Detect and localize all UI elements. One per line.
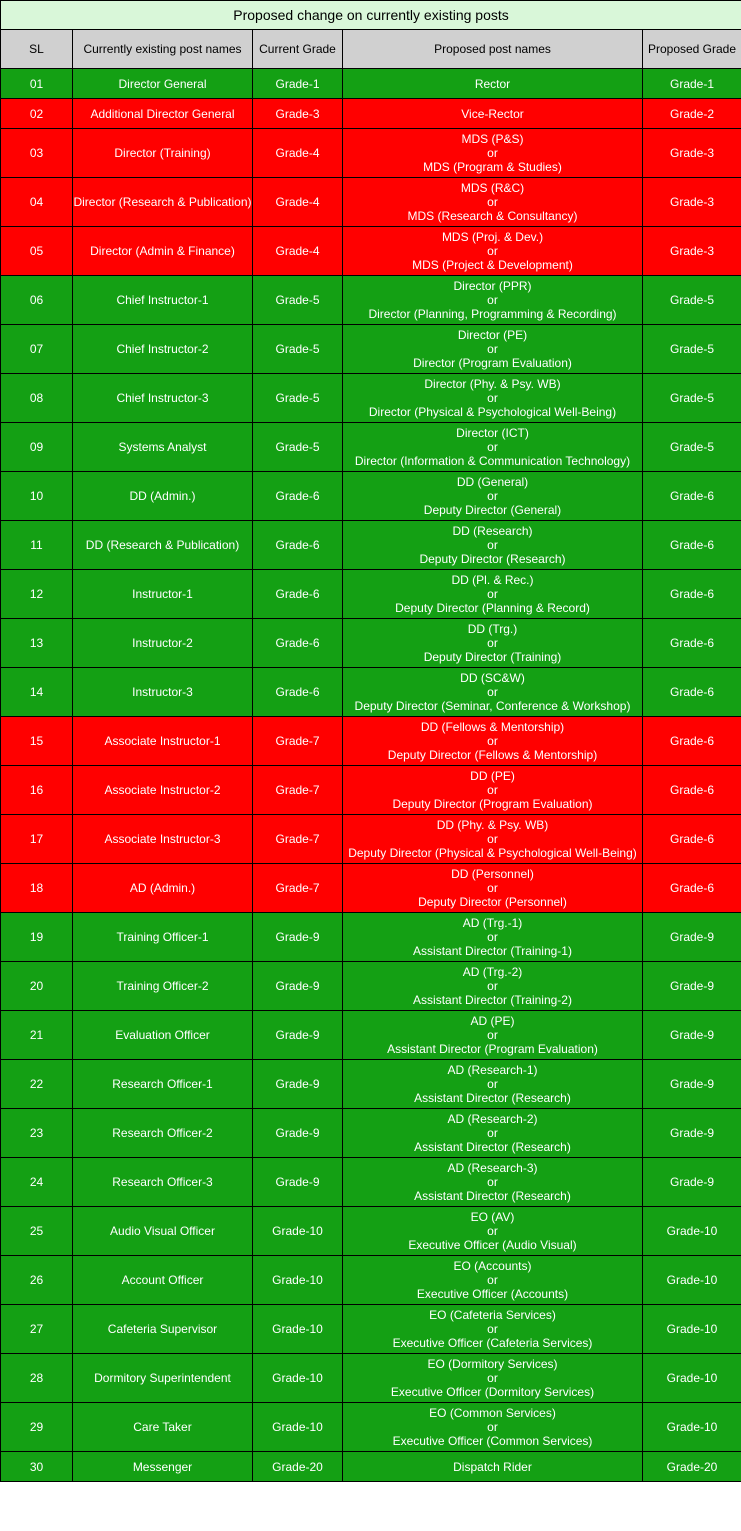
proposed-name-line: Deputy Director (Training) xyxy=(423,650,562,664)
proposed-name-line: MDS (Project & Development) xyxy=(412,258,573,272)
proposed-name-line: Assistant Director (Research) xyxy=(414,1091,571,1105)
proposed-name-line: MDS (Proj. & Dev.) xyxy=(441,230,544,244)
proposed-grade-cell: Grade-3 xyxy=(643,178,741,227)
proposed-name-line: Director (PPR) xyxy=(453,279,532,293)
proposed-name-line: or xyxy=(487,1371,498,1385)
sl-cell: 07 xyxy=(1,325,73,374)
table-row xyxy=(1,1403,741,1452)
proposed-name-line: or xyxy=(487,930,498,944)
proposed-name-line: Assistant Director (Program Evaluation) xyxy=(387,1042,598,1056)
current-post-name-cell: Training Officer-1 xyxy=(73,913,253,962)
sl-cell: 01 xyxy=(1,69,73,99)
table-row xyxy=(1,1354,741,1403)
proposed-name-line: DD (General) xyxy=(456,475,529,489)
current-grade-cell: Grade-10 xyxy=(253,1403,343,1452)
proposed-post-name-cell xyxy=(343,962,643,1011)
proposed-post-name-cell xyxy=(343,668,643,717)
proposed-name-line: DD (Personnel) xyxy=(451,867,534,881)
proposed-post-name-cell xyxy=(343,1207,643,1256)
proposed-name-line: or xyxy=(487,832,498,846)
sl-cell: 21 xyxy=(1,1011,73,1060)
proposed-name-line: Executive Officer (Common Services) xyxy=(392,1434,593,1448)
current-grade-cell: Grade-7 xyxy=(253,815,343,864)
proposed-name-line: or xyxy=(487,587,498,601)
proposed-grade-cell: Grade-6 xyxy=(643,570,741,619)
current-grade-cell: Grade-20 xyxy=(253,1452,343,1482)
proposed-post-name-cell xyxy=(343,227,643,276)
current-grade-cell: Grade-10 xyxy=(253,1256,343,1305)
proposed-name-line: or xyxy=(487,1322,498,1336)
current-post-name-cell: Care Taker xyxy=(73,1403,253,1452)
sl-cell: 26 xyxy=(1,1256,73,1305)
sl-cell: 18 xyxy=(1,864,73,913)
table-row xyxy=(1,815,741,864)
table-row xyxy=(1,1452,741,1482)
table-row xyxy=(1,1256,741,1305)
sl-cell: 20 xyxy=(1,962,73,1011)
proposed-grade-cell: Grade-5 xyxy=(643,276,741,325)
current-grade-cell: Grade-6 xyxy=(253,619,343,668)
current-grade-cell: Grade-5 xyxy=(253,276,343,325)
proposed-grade-cell: Grade-6 xyxy=(643,864,741,913)
current-grade-cell: Grade-7 xyxy=(253,864,343,913)
proposed-name-line: AD (Research-2) xyxy=(447,1112,538,1126)
sl-cell: 04 xyxy=(1,178,73,227)
proposed-name-line: Rector xyxy=(474,76,511,91)
table-row xyxy=(1,374,741,423)
current-post-name-cell: Director General xyxy=(73,69,253,99)
proposed-grade-cell: Grade-9 xyxy=(643,1109,741,1158)
proposed-name-line: Executive Officer (Dormitory Services) xyxy=(390,1385,595,1399)
sl-cell: 25 xyxy=(1,1207,73,1256)
current-grade-cell: Grade-9 xyxy=(253,962,343,1011)
proposed-name-line: or xyxy=(487,636,498,650)
table-row xyxy=(1,668,741,717)
proposed-grade-cell: Grade-20 xyxy=(643,1452,741,1482)
proposed-name-line: or xyxy=(487,734,498,748)
sl-cell: 06 xyxy=(1,276,73,325)
proposed-name-line: or xyxy=(487,538,498,552)
proposed-grade-cell: Grade-5 xyxy=(643,423,741,472)
proposed-grade-cell: Grade-10 xyxy=(643,1207,741,1256)
proposed-post-name-cell xyxy=(343,913,643,962)
proposed-name-line: DD (Phy. & Psy. WB) xyxy=(436,818,549,832)
proposed-name-line: DD (Pl. & Rec.) xyxy=(451,573,534,587)
proposed-name-line: MDS (Program & Studies) xyxy=(423,160,562,174)
sl-cell: 13 xyxy=(1,619,73,668)
current-post-name-cell: DD (Admin.) xyxy=(73,472,253,521)
table-row xyxy=(1,99,741,129)
header-current-grade: Current Grade xyxy=(253,30,343,69)
header-current-post-names: Currently existing post names xyxy=(73,30,253,69)
table-row xyxy=(1,570,741,619)
current-grade-cell: Grade-6 xyxy=(253,472,343,521)
proposed-name-line: Director (Phy. & Psy. WB) xyxy=(424,377,561,391)
current-post-name-cell: Director (Admin & Finance) xyxy=(73,227,253,276)
proposed-grade-cell: Grade-6 xyxy=(643,521,741,570)
proposed-name-line: Executive Officer (Audio Visual) xyxy=(408,1238,577,1252)
current-grade-cell: Grade-4 xyxy=(253,227,343,276)
proposed-post-name-cell xyxy=(343,619,643,668)
table-row xyxy=(1,1305,741,1354)
proposed-name-line: EO (Accounts) xyxy=(453,1259,532,1273)
proposed-grade-cell: Grade-3 xyxy=(643,227,741,276)
sl-cell: 10 xyxy=(1,472,73,521)
proposed-name-line: or xyxy=(487,979,498,993)
sl-cell: 27 xyxy=(1,1305,73,1354)
proposed-post-name-cell xyxy=(343,423,643,472)
current-grade-cell: Grade-4 xyxy=(253,178,343,227)
sl-cell: 11 xyxy=(1,521,73,570)
proposed-post-name-cell xyxy=(343,69,643,99)
sl-cell: 08 xyxy=(1,374,73,423)
proposed-name-line: or xyxy=(487,244,498,258)
current-post-name-cell: Research Officer-3 xyxy=(73,1158,253,1207)
current-grade-cell: Grade-9 xyxy=(253,1060,343,1109)
sl-cell: 19 xyxy=(1,913,73,962)
proposed-name-line: EO (Dormitory Services) xyxy=(427,1357,558,1371)
proposed-name-line: AD (Research-3) xyxy=(447,1161,538,1175)
table-row xyxy=(1,1011,741,1060)
proposed-name-line: Deputy Director (Planning & Record) xyxy=(395,601,590,615)
current-grade-cell: Grade-4 xyxy=(253,129,343,178)
proposed-name-line: or xyxy=(487,489,498,503)
proposed-name-line: or xyxy=(487,293,498,307)
table-row xyxy=(1,423,741,472)
proposed-post-name-cell xyxy=(343,521,643,570)
proposed-grade-cell: Grade-10 xyxy=(643,1403,741,1452)
sl-cell: 17 xyxy=(1,815,73,864)
current-post-name-cell: Research Officer-1 xyxy=(73,1060,253,1109)
sl-cell: 29 xyxy=(1,1403,73,1452)
current-grade-cell: Grade-9 xyxy=(253,1158,343,1207)
proposed-post-name-cell xyxy=(343,178,643,227)
proposed-grade-cell: Grade-6 xyxy=(643,668,741,717)
table-row xyxy=(1,1207,741,1256)
table-row xyxy=(1,913,741,962)
proposed-post-name-cell xyxy=(343,815,643,864)
proposed-name-line: Vice-Rector xyxy=(461,106,524,121)
proposed-name-line: Assistant Director (Training-1) xyxy=(413,944,572,958)
proposed-grade-cell: Grade-3 xyxy=(643,129,741,178)
current-post-name-cell: DD (Research & Publication) xyxy=(73,521,253,570)
proposed-name-line: DD (Fellows & Mentorship) xyxy=(420,720,565,734)
proposed-post-name-cell xyxy=(343,325,643,374)
proposed-name-line: MDS (Research & Consultancy) xyxy=(407,209,578,223)
current-post-name-cell: Instructor-2 xyxy=(73,619,253,668)
proposed-name-line: DD (SC&W) xyxy=(460,671,525,685)
sl-cell: 23 xyxy=(1,1109,73,1158)
table-row xyxy=(1,472,741,521)
proposed-post-name-cell xyxy=(343,1158,643,1207)
proposed-name-line: AD (Trg.-2) xyxy=(462,965,523,979)
current-post-name-cell: Instructor-1 xyxy=(73,570,253,619)
proposed-grade-cell: Grade-5 xyxy=(643,325,741,374)
proposed-name-line: MDS (P&S) xyxy=(461,132,524,146)
proposed-name-line: or xyxy=(487,1273,498,1287)
proposed-grade-cell: Grade-6 xyxy=(643,619,741,668)
table-row xyxy=(1,1060,741,1109)
proposed-name-line: EO (Common Services) xyxy=(429,1406,556,1420)
table-row xyxy=(1,69,741,99)
sl-cell: 16 xyxy=(1,766,73,815)
current-grade-cell: Grade-6 xyxy=(253,570,343,619)
proposed-name-line: Director (Information & Communication Technology) xyxy=(354,454,631,468)
proposed-post-name-cell xyxy=(343,374,643,423)
current-post-name-cell: Training Officer-2 xyxy=(73,962,253,1011)
proposed-grade-cell: Grade-10 xyxy=(643,1256,741,1305)
sl-cell: 14 xyxy=(1,668,73,717)
current-post-name-cell: Director (Training) xyxy=(73,129,253,178)
proposed-name-line: or xyxy=(487,1126,498,1140)
current-post-name-cell: Evaluation Officer xyxy=(73,1011,253,1060)
proposed-post-name-cell xyxy=(343,472,643,521)
proposed-post-name-cell xyxy=(343,129,643,178)
table-row xyxy=(1,962,741,1011)
proposed-name-line: or xyxy=(487,146,498,160)
proposed-post-name-cell xyxy=(343,766,643,815)
proposed-post-name-cell xyxy=(343,1354,643,1403)
proposed-name-line: Executive Officer (Cafeteria Services) xyxy=(392,1336,593,1350)
proposed-grade-cell: Grade-6 xyxy=(643,472,741,521)
proposed-name-line: or xyxy=(487,195,498,209)
proposed-grade-cell: Grade-9 xyxy=(643,962,741,1011)
sl-cell: 28 xyxy=(1,1354,73,1403)
proposed-name-line: or xyxy=(487,1175,498,1189)
current-post-name-cell: Audio Visual Officer xyxy=(73,1207,253,1256)
proposed-grade-cell: Grade-5 xyxy=(643,374,741,423)
proposed-name-line: or xyxy=(487,685,498,699)
table-row xyxy=(1,521,741,570)
current-grade-cell: Grade-9 xyxy=(253,913,343,962)
proposed-grade-cell: Grade-6 xyxy=(643,815,741,864)
table-row xyxy=(1,178,741,227)
current-grade-cell: Grade-10 xyxy=(253,1207,343,1256)
current-post-name-cell: Director (Research & Publication) xyxy=(73,178,253,227)
current-grade-cell: Grade-5 xyxy=(253,423,343,472)
current-post-name-cell: AD (Admin.) xyxy=(73,864,253,913)
proposed-post-name-cell xyxy=(343,864,643,913)
current-grade-cell: Grade-6 xyxy=(253,668,343,717)
current-grade-cell: Grade-9 xyxy=(253,1109,343,1158)
current-post-name-cell: Chief Instructor-2 xyxy=(73,325,253,374)
proposed-name-line: or xyxy=(487,1077,498,1091)
proposed-post-name-cell xyxy=(343,1109,643,1158)
header-proposed-post-names: Proposed post names xyxy=(343,30,643,69)
current-post-name-cell: Account Officer xyxy=(73,1256,253,1305)
table-title: Proposed change on currently existing posts xyxy=(1,1,741,30)
current-post-name-cell: Research Officer-2 xyxy=(73,1109,253,1158)
proposed-name-line: Deputy Director (Fellows & Mentorship) xyxy=(387,748,598,762)
proposed-name-line: Assistant Director (Research) xyxy=(414,1140,571,1154)
current-grade-cell: Grade-1 xyxy=(253,69,343,99)
proposed-post-name-cell xyxy=(343,276,643,325)
current-grade-cell: Grade-3 xyxy=(253,99,343,129)
proposed-name-line: or xyxy=(487,1028,498,1042)
table-row xyxy=(1,619,741,668)
table-row xyxy=(1,227,741,276)
proposed-name-line: Director (Planning, Programming & Recording) xyxy=(368,307,617,321)
proposed-post-name-cell xyxy=(343,570,643,619)
proposed-name-line: or xyxy=(487,783,498,797)
table-row xyxy=(1,325,741,374)
proposed-grade-cell: Grade-2 xyxy=(643,99,741,129)
proposed-name-line: EO (Cafeteria Services) xyxy=(429,1308,556,1322)
proposed-name-line: Deputy Director (Seminar, Conference & Workshop) xyxy=(354,699,631,713)
table-row xyxy=(1,276,741,325)
table-row xyxy=(1,129,741,178)
proposed-name-line: AD (Trg.-1) xyxy=(462,916,523,930)
sl-cell: 02 xyxy=(1,99,73,129)
proposed-grade-cell: Grade-9 xyxy=(643,913,741,962)
proposed-name-line: or xyxy=(487,1420,498,1434)
current-post-name-cell: Chief Instructor-3 xyxy=(73,374,253,423)
current-post-name-cell: Systems Analyst xyxy=(73,423,253,472)
current-grade-cell: Grade-7 xyxy=(253,766,343,815)
proposed-name-line: or xyxy=(487,881,498,895)
proposed-post-name-cell xyxy=(343,1011,643,1060)
table-row xyxy=(1,766,741,815)
table-row xyxy=(1,864,741,913)
current-post-name-cell: Dormitory Superintendent xyxy=(73,1354,253,1403)
proposed-grade-cell: Grade-6 xyxy=(643,717,741,766)
proposed-name-line: Deputy Director (Program Evaluation) xyxy=(392,797,593,811)
current-grade-cell: Grade-10 xyxy=(253,1354,343,1403)
sl-cell: 15 xyxy=(1,717,73,766)
current-post-name-cell: Associate Instructor-1 xyxy=(73,717,253,766)
proposed-name-line: Assistant Director (Research) xyxy=(414,1189,571,1203)
proposed-name-line: or xyxy=(487,342,498,356)
current-grade-cell: Grade-6 xyxy=(253,521,343,570)
proposed-name-line: Director (Physical & Psychological Well-Being) xyxy=(368,405,617,419)
sl-cell: 03 xyxy=(1,129,73,178)
proposed-post-name-cell xyxy=(343,1452,643,1482)
proposed-grade-cell: Grade-9 xyxy=(643,1011,741,1060)
proposed-name-line: EO (AV) xyxy=(470,1210,515,1224)
table-row xyxy=(1,1158,741,1207)
proposed-post-name-cell xyxy=(343,1305,643,1354)
proposed-name-line: or xyxy=(487,391,498,405)
proposed-name-line: Dispatch Rider xyxy=(453,1459,532,1474)
proposed-post-name-cell xyxy=(343,1403,643,1452)
proposed-name-line: DD (PE) xyxy=(470,769,515,783)
proposed-name-line: Deputy Director (Physical & Psychological Well-Being) xyxy=(348,846,637,860)
current-post-name-cell: Associate Instructor-2 xyxy=(73,766,253,815)
header-proposed-grade: Proposed Grade xyxy=(643,30,741,69)
proposed-name-line: Deputy Director (Research) xyxy=(419,552,566,566)
proposed-grade-cell: Grade-6 xyxy=(643,766,741,815)
proposed-name-line: AD (Research-1) xyxy=(447,1063,538,1077)
proposed-grade-cell: Grade-9 xyxy=(643,1060,741,1109)
proposed-name-line: MDS (R&C) xyxy=(460,181,525,195)
sl-cell: 22 xyxy=(1,1060,73,1109)
sl-cell: 05 xyxy=(1,227,73,276)
proposed-grade-cell: Grade-1 xyxy=(643,69,741,99)
current-post-name-cell: Additional Director General xyxy=(73,99,253,129)
current-grade-cell: Grade-5 xyxy=(253,325,343,374)
proposed-name-line: DD (Research) xyxy=(452,524,533,538)
proposed-grade-cell: Grade-10 xyxy=(643,1354,741,1403)
current-grade-cell: Grade-9 xyxy=(253,1011,343,1060)
current-grade-cell: Grade-7 xyxy=(253,717,343,766)
current-post-name-cell: Chief Instructor-1 xyxy=(73,276,253,325)
table-body xyxy=(1,69,741,1482)
proposed-name-line: Director (PE) xyxy=(457,328,528,342)
proposed-grade-cell: Grade-9 xyxy=(643,1158,741,1207)
proposed-name-line: or xyxy=(487,440,498,454)
proposed-post-name-cell xyxy=(343,99,643,129)
proposed-post-name-cell xyxy=(343,1060,643,1109)
current-post-name-cell: Cafeteria Supervisor xyxy=(73,1305,253,1354)
proposed-grade-cell: Grade-10 xyxy=(643,1305,741,1354)
sl-cell: 09 xyxy=(1,423,73,472)
proposed-name-line: Deputy Director (Personnel) xyxy=(418,895,567,909)
proposed-name-line: DD (Trg.) xyxy=(467,622,518,636)
sl-cell: 30 xyxy=(1,1452,73,1482)
proposed-name-line: Assistant Director (Training-2) xyxy=(413,993,572,1007)
proposed-name-line: Executive Officer (Accounts) xyxy=(416,1287,569,1301)
sl-cell: 24 xyxy=(1,1158,73,1207)
current-post-name-cell: Messenger xyxy=(73,1452,253,1482)
proposed-name-line: Director (Program Evaluation) xyxy=(413,356,572,370)
current-grade-cell: Grade-10 xyxy=(253,1305,343,1354)
table-row xyxy=(1,717,741,766)
proposed-post-name-cell xyxy=(343,717,643,766)
current-post-name-cell: Associate Instructor-3 xyxy=(73,815,253,864)
sl-cell: 12 xyxy=(1,570,73,619)
current-grade-cell: Grade-5 xyxy=(253,374,343,423)
proposed-name-line: Director (ICT) xyxy=(456,426,529,440)
table-row xyxy=(1,1109,741,1158)
proposed-name-line: AD (PE) xyxy=(470,1014,515,1028)
proposed-name-line: or xyxy=(487,1224,498,1238)
proposed-name-line: Deputy Director (General) xyxy=(423,503,562,517)
current-post-name-cell: Instructor-3 xyxy=(73,668,253,717)
proposed-post-name-cell xyxy=(343,1256,643,1305)
header-sl: SL xyxy=(1,30,73,69)
